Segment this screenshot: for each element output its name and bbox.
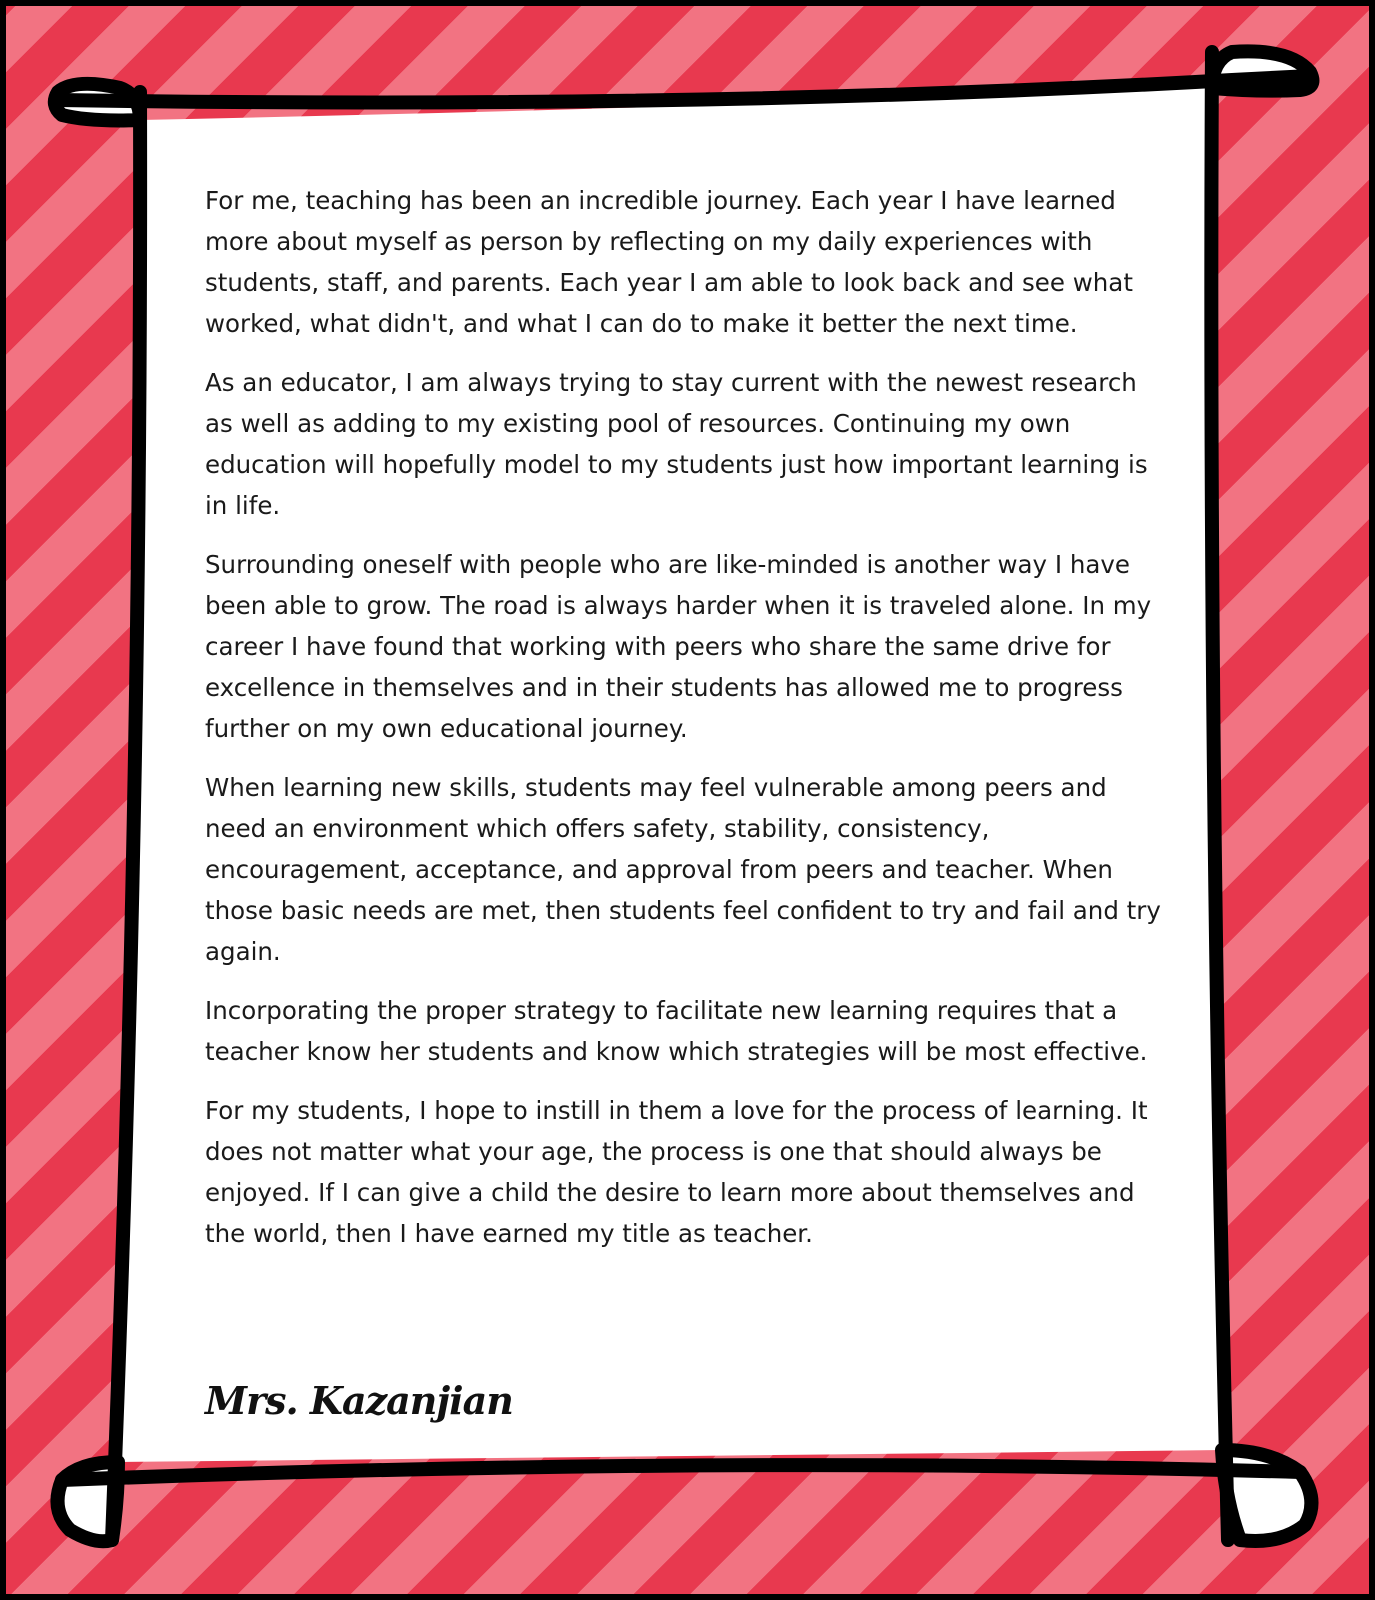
paragraph: For me, teaching has been an incredible journey. Each year I have learned more about myself as person by reflecting on my daily experiences with students, staff, and parents. Each year I am able to look back and see what worked, what didn't, and what I can do to make it better the next time.: [205, 186, 1133, 338]
signature: Mrs. Kazanjian: [205, 1378, 513, 1423]
paragraph: For my students, I hope to instill in them a love for the process of learning. It does not matter what your age, the process is one that should always be enjoyed. If I can give a child the desire to learn more about themselves and the world, then I have earned my title as teacher.: [205, 1096, 1148, 1248]
frame-bottom-line: [62, 1465, 1300, 1480]
letter-body: [205, 180, 1165, 1272]
paragraph: When learning new skills, students may feel vulnerable among peers and need an environment which offers safety, stability, consistency, encouragement, acceptance, and approval from peers and teacher. When those basic needs are met, then students feel confident to try and fail and try again.: [205, 773, 1161, 966]
paragraph: Surrounding oneself with people who are like-minded is another way I have been able to grow. The road is always harder when it is traveled alone. In my career I have found that working with peers who share the same drive for excellence in themselves and in their students has allowed me to progress further on my own educational journey.: [205, 550, 1152, 743]
paragraph: Incorporating the proper strategy to facilitate new learning requires that a teacher know her students and know which strategies will be most effective.: [205, 996, 1148, 1066]
paragraph: As an educator, I am always trying to stay current with the newest research as well as adding to my existing pool of resources. Continuing my own education will hopefully model to my students just how important learning is in life.: [205, 368, 1148, 520]
